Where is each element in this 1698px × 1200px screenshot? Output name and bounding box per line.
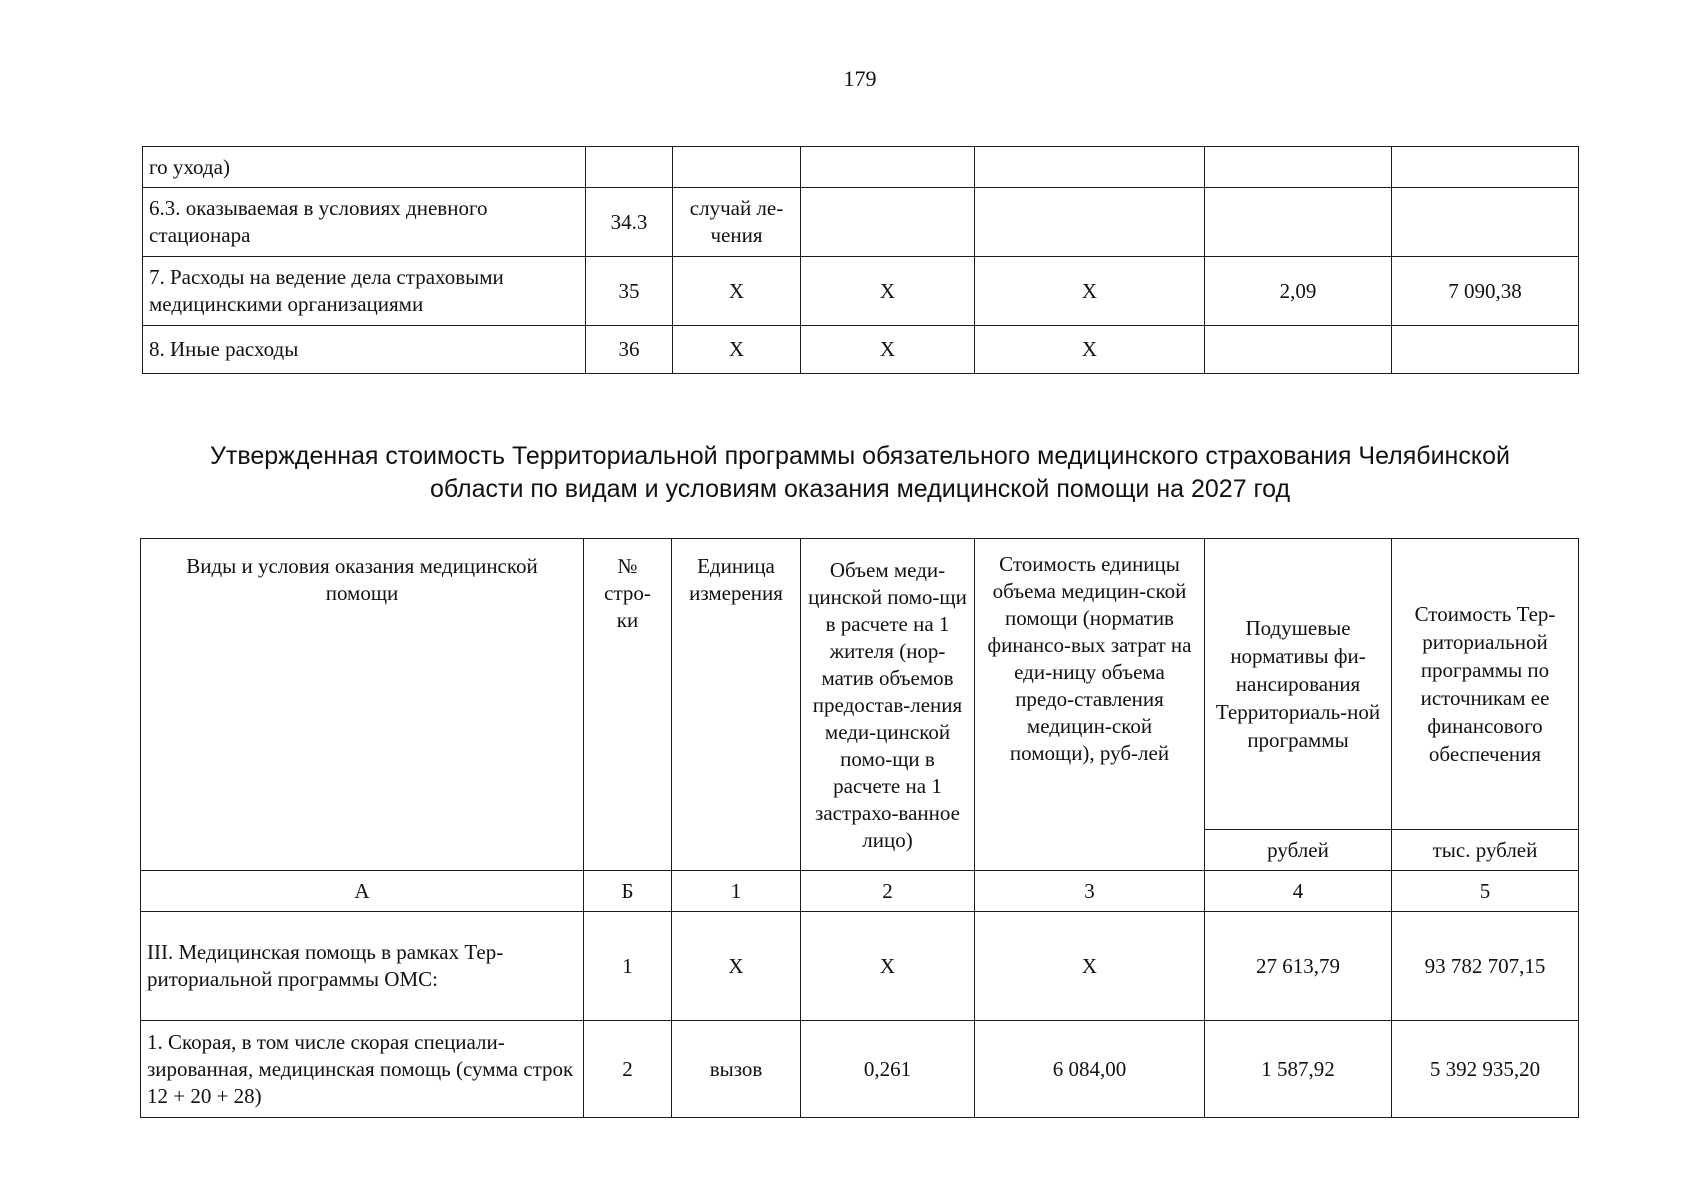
per-capita-cell: 2,09 (1205, 257, 1392, 326)
header-unit-cost: Стоимость единицы объема медицин-ской помощи (норматив финансо-вых затрат на еди-ницу объема предо-ставления медицин-ской помощи), руб-лей (975, 539, 1205, 871)
per-capita-cell (1205, 188, 1392, 257)
column-index-3: 3 (975, 871, 1205, 912)
header-per-capita-unit: рублей (1205, 830, 1392, 871)
section-title (142, 440, 1578, 506)
unit-cost-cell (975, 147, 1205, 188)
column-index-5: 5 (1392, 871, 1579, 912)
volume-cell: 0,261 (801, 1021, 975, 1118)
section-title-line-2: области по видам и условиям оказания медицинской помощи на 2027 год (429, 475, 1291, 503)
unit-cost-cell: Х (975, 257, 1205, 326)
column-index-4: 4 (1205, 871, 1392, 912)
unit-cell: вызов (672, 1021, 801, 1118)
table-row (143, 188, 1579, 257)
header-row (141, 539, 1579, 830)
page-number: 179 (843, 66, 877, 91)
row-number-cell: 34.3 (586, 188, 673, 257)
row-name-cell: 8. Иные расходы (143, 326, 586, 374)
header-total-cost: Стоимость Тер-риториальной программы по источникам ее финансового обеспечения (1392, 539, 1579, 830)
column-index-b: Б (584, 871, 672, 912)
volume-cell: Х (801, 257, 975, 326)
per-capita-cell: 27 613,79 (1205, 912, 1392, 1021)
table-row (143, 257, 1579, 326)
table-row (143, 326, 1579, 374)
row-name-cell: го ухода) (143, 147, 586, 188)
unit-cell: Х (673, 257, 801, 326)
total-cost-cell (1392, 188, 1579, 257)
header-total-cost-unit: тыс. рублей (1392, 830, 1579, 871)
column-index-2: 2 (801, 871, 975, 912)
header-name: Виды и условия оказания медицинской помощи (141, 539, 584, 871)
column-index-1: 1 (672, 871, 801, 912)
header-unit: Единица измерения (672, 539, 801, 871)
row-number-cell: 35 (586, 257, 673, 326)
unit-cost-cell: Х (975, 326, 1205, 374)
row-number-cell: 2 (584, 1021, 672, 1118)
unit-cost-cell: 6 084,00 (975, 1021, 1205, 1118)
main-table (140, 538, 1579, 1118)
top-table (142, 146, 1579, 374)
unit-cell: Х (672, 912, 801, 1021)
section-title-line-1: Утвержденная стоимость Территориальной программы обязательного медицинского страхования Челябинской (210, 442, 1510, 470)
column-index-a: А (141, 871, 584, 912)
row-number-cell (586, 147, 673, 188)
row-name-cell: 6.3. оказываемая в условиях дневного стационара (143, 188, 586, 257)
total-cost-cell: 7 090,38 (1392, 257, 1579, 326)
row-name-cell: 7. Расходы на ведение дела страховыми медицинскими организациями (143, 257, 586, 326)
total-cost-cell: 93 782 707,15 (1392, 912, 1579, 1021)
unit-cell: Х (673, 326, 801, 374)
row-number-cell: 1 (584, 912, 672, 1021)
table-row (141, 912, 1579, 1021)
volume-cell (801, 188, 975, 257)
per-capita-cell (1205, 326, 1392, 374)
unit-cost-cell: Х (975, 912, 1205, 1021)
row-number-cell: 36 (586, 326, 673, 374)
header-per-capita: Подушевые нормативы фи-нансирования Территориаль-ной программы (1205, 539, 1392, 830)
per-capita-cell (1205, 147, 1392, 188)
table-row (143, 147, 1579, 188)
unit-cell: случай ле-чения (673, 188, 801, 257)
row-name-cell: 1. Скорая, в том числе скорая специали-зированная, медицинская помощь (сумма строк 12 + 20 + 28) (141, 1021, 584, 1118)
per-capita-cell: 1 587,92 (1205, 1021, 1392, 1118)
volume-cell: Х (801, 912, 975, 1021)
total-cost-cell (1392, 147, 1579, 188)
header-volume: Объем меди-цинской помо-щи в расчете на 1 жителя (нор-матив объемов предостав-ления меди-цинской помо-щи в расчете на 1 застрахо-ванное лицо) (801, 539, 975, 871)
volume-cell (801, 147, 975, 188)
unit-cost-cell (975, 188, 1205, 257)
total-cost-cell (1392, 326, 1579, 374)
header-row-number: № стро-ки (584, 539, 672, 871)
column-index-row (141, 871, 1579, 912)
unit-cell (673, 147, 801, 188)
total-cost-cell: 5 392 935,20 (1392, 1021, 1579, 1118)
table-row (141, 1021, 1579, 1118)
row-name-cell: III. Медицинская помощь в рамках Тер-риториальной программы ОМС: (141, 912, 584, 1021)
volume-cell: Х (801, 326, 975, 374)
